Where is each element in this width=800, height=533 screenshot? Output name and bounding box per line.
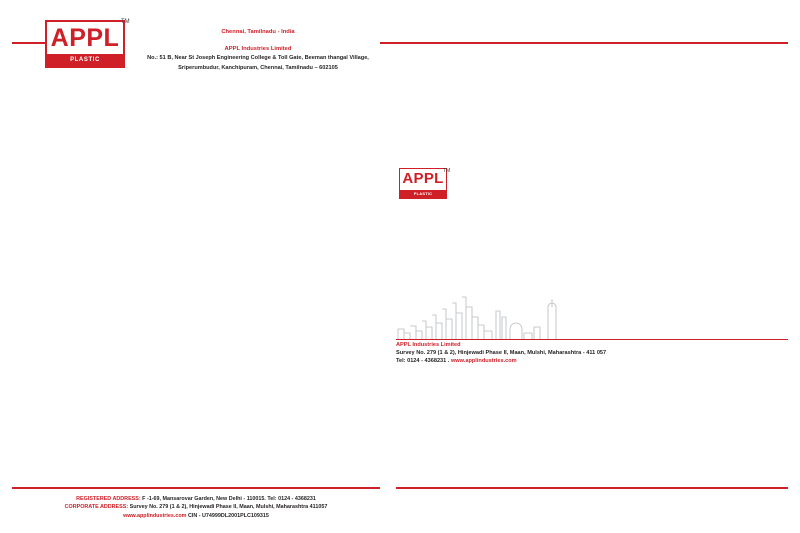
header-rule-right — [380, 42, 788, 44]
corporate-contact-line — [396, 357, 788, 365]
center-appl-logo — [399, 168, 447, 204]
footer-corporate-label: CORPORATE ADDRESS: — [64, 504, 129, 511]
footer-registered-label: REGISTERED ADDRESS: — [76, 496, 141, 502]
footer-corporate-line — [12, 503, 380, 511]
appl-logo — [45, 20, 125, 75]
industrial-skyline-icon — [396, 293, 576, 340]
footer-rule-left — [12, 487, 380, 489]
footer-web-cin-line — [12, 512, 380, 520]
footer-rule-right — [396, 487, 788, 489]
footer-website-link[interactable]: www.applindustries.com — [123, 512, 187, 519]
center-logo-tagline: PLASTIC ENGINEERING — [407, 191, 439, 204]
footer-address-block — [12, 495, 380, 520]
footer-cin: CIN - U74999DL2001PLC109315 — [187, 512, 269, 519]
footer-registered-line — [12, 495, 380, 503]
footer-registered-value: F -1-69, Mansarovar Garden, New Delhi - 110015. Tel: 0124 - 4368231 — [142, 496, 316, 502]
footer-corporate-value: Survey No. 279 (1 & 2), Hinjewadi Phase II, Maan, Mulshi, Maharashtra 411057 — [129, 504, 328, 511]
corporate-telephone: Tel: 0124 - 4368231 . — [396, 358, 450, 365]
logo-trademark-icon: TM — [121, 19, 130, 25]
corporate-block-rule — [396, 339, 788, 340]
header-spacer — [140, 38, 376, 45]
logo-tagline: PLASTIC ENGINEERING — [60, 57, 110, 75]
header-address-line-2: Sriperumbudur, Kanchipuram, Chennai, Tamilnadu – 602105 — [178, 64, 338, 71]
corporate-company-name: APPL Industries Limited — [396, 342, 461, 348]
header-address-line-1: No.: 51 B, Near St Joseph Engineering College & Toll Gate, Beeman thangal Village, — [147, 55, 369, 61]
center-logo-tagline-bar — [400, 190, 446, 204]
header-company: APPL Industries Limited — [224, 45, 292, 52]
center-logo-trademark-icon: TM — [443, 168, 451, 174]
header-city: Chennai, Tamilnadu - India — [221, 29, 295, 35]
logo-wordmark: APPL — [50, 24, 120, 52]
header-rule-left — [12, 42, 46, 44]
center-logo-wordmark: APPL — [402, 170, 444, 187]
logo-tagline-bar — [47, 54, 123, 75]
header-address-block — [140, 28, 376, 73]
corporate-address-block — [396, 341, 788, 366]
corporate-address-line: Survey No. 279 (1 & 2), Hinjewadi Phase II, Maan, Mulshi, Maharashtra - 411 057 — [396, 350, 607, 357]
corporate-website-link[interactable]: www.applindustries.com — [450, 358, 517, 365]
